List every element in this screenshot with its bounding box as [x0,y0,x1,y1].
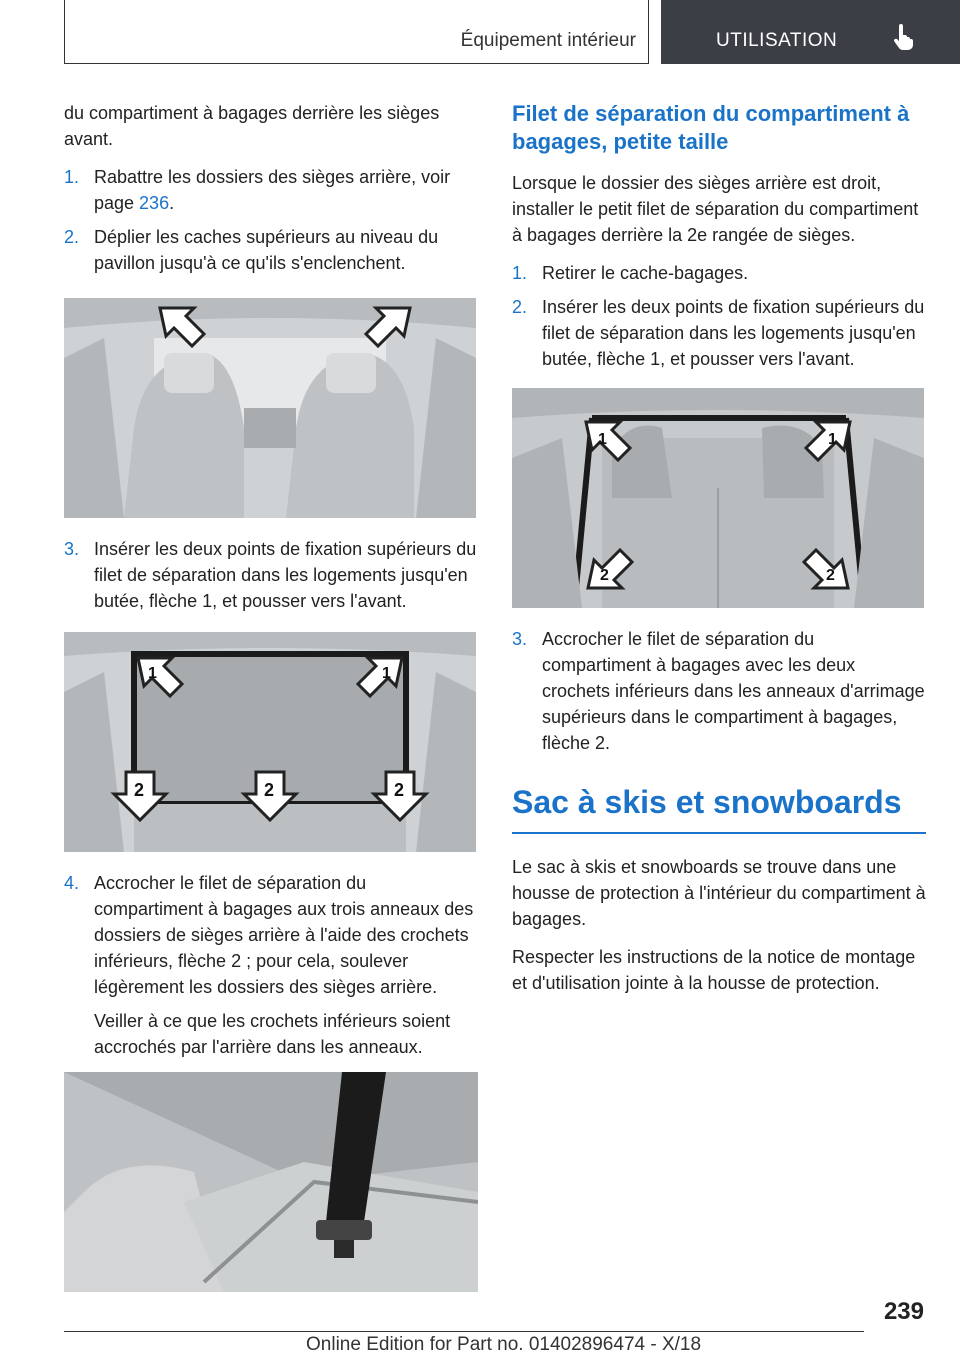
figure-label-2-center: 2 [264,780,275,800]
step-text: Rabattre les dossiers des sièges arrière, voir page [94,167,451,213]
step-text: Accrocher le filet de séparation du compartiment à bagages aux trois anneaux des dossiers de sièges arrière à l'aide des crochets inférieurs, flèche 2 ; pour cela, soulever légèrement les dossiers des sièges arrière. [94,873,474,997]
header-chapter-box [661,0,960,64]
page-link[interactable]: 236 [139,193,170,213]
step-text-end: . [169,193,175,213]
step-text: Retirer le cache-bagages. [542,263,749,283]
right-intro: Lorsque le dossier des sièges arrière est droit, installer le petit filet de séparation du compartiment à bagages derrière la 2e rangée de sièges. [512,173,919,245]
ski-bag-para-2: Respecter les instructions de la notice de montage et d'utilisation jointe à la housse de protection. [512,947,916,993]
figure-label-1-left: 1 [598,431,607,448]
step-number: 1. [64,167,80,187]
figure-net-installed-large [64,632,478,852]
header-section-title: Équipement intérieur [460,30,636,51]
step-text: Insérer les deux points de fixation supérieurs du filet de séparation dans les logements jusqu'en butée, flèche 1, et pousser vers l'avant. [94,539,477,611]
pointing-hand-icon [893,24,915,50]
page-number: 239 [883,1298,924,1325]
step-number: 3. [64,539,80,559]
right-column [512,100,926,1008]
figure-label-2-right: 2 [826,567,835,584]
figure-label-2-left: 2 [600,567,609,584]
step-number: 2. [512,297,528,317]
right-section-heading: Filet de séparation du compartiment à bagages, petite taille [512,101,910,154]
step-number: 4. [64,873,80,893]
step-number: 3. [512,629,528,649]
figure-car-interior-caches [64,298,478,518]
ski-bag-para-1: Le sac à skis et snowboards se trouve dans une housse de protection à l'intérieur du compartiment à bagages. [512,857,926,929]
header-chapter-title: UTILISATION [716,30,838,51]
figure-label-1-right: 1 [828,431,837,448]
right-step-1 [512,260,926,286]
footer-divider [64,1331,864,1332]
right-step-2 [512,294,926,372]
step-text: Déplier les caches supérieurs au niveau du pavillon jusqu'à ce qu'ils s'enclenchent. [94,227,439,273]
ski-bag-section-title: Sac à skis et snowboards [512,782,926,834]
figure-label-2-left: 2 [134,780,145,800]
figure-hook-detail [64,1072,478,1292]
left-step-3 [64,536,478,614]
figure-label-1-right: 1 [382,665,391,682]
step-number: 2. [64,227,80,247]
left-step-2 [64,224,478,276]
footer-edition-text: Online Edition for Part no. 01402896474 - X/18 [306,1334,702,1355]
right-step-3 [512,626,926,756]
figure-label-2-right: 2 [394,780,405,800]
left-intro: du compartiment à bagages derrière les sièges avant. [64,103,440,149]
step-text: Accrocher le filet de séparation du compartiment à bagages avec les deux crochets inférieurs dans les anneaux d'arrimage supérieurs dans le compartiment à bagages, flèche 2. [542,629,925,753]
figure-net-installed-small [512,388,926,608]
left-column [64,100,478,1310]
figure-label-1-left: 1 [148,665,157,682]
step-number: 1. [512,263,528,283]
left-step-4-note: Veiller à ce que les crochets inférieurs soient accrochés par l'arrière dans les anneaux. [94,1011,451,1057]
left-step-1 [64,164,478,216]
step-text: Insérer les deux points de fixation supérieurs du filet de séparation dans les logements jusqu'en butée, flèche 1, et pousser vers l'avant. [542,297,925,369]
header-section-box [64,0,649,64]
left-step-4 [64,870,478,1000]
